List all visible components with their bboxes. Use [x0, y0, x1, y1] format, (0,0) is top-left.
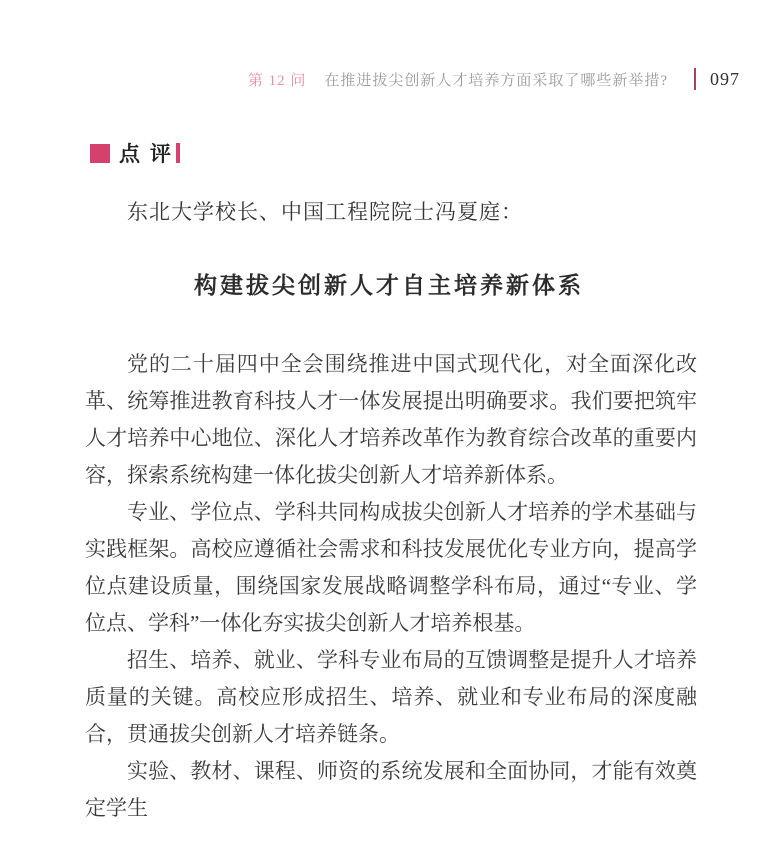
page-header: [0, 66, 740, 92]
question-number: 第 12 问: [247, 72, 307, 89]
section-marker: [90, 138, 180, 168]
article-title: 构建拔尖创新人才自主培养新体系: [194, 273, 584, 298]
question-title: 在推进拔尖创新人才培养方面采取了哪些新举措?: [324, 72, 668, 89]
section-label: 点 评: [119, 143, 173, 166]
header-divider: [694, 68, 696, 90]
section-square-icon: [90, 144, 110, 163]
attribution-line: 东北大学校长、中国工程院院士冯夏庭：: [127, 200, 523, 224]
body-paragraph: 专业、学位点、学科共同构成拔尖创新人才培养的学术基础与实践框架。高校应遵循社会需求和科技发展优化专业方向，提高学位点建设质量，围绕国家发展战略调整学科布局，通过“专业、学位点、学科”一体化夯实拔尖创新人才培养根基。: [85, 500, 697, 635]
page-number: 097: [710, 68, 740, 89]
article-body: [85, 346, 697, 827]
body-paragraph: 招生、培养、就业、学科专业布局的互馈调整是提升人才培养质量的关键。高校应形成招生、培养、就业和专业布局的深度融合，贯通拔尖创新人才培养链条。: [85, 648, 697, 746]
body-paragraph: 实验、教材、课程、师资的系统发展和全面协同，才能有效奠定学生: [85, 759, 697, 820]
section-bar-icon: [176, 143, 180, 163]
body-paragraph: 党的二十届四中全会围绕推进中国式现代化，对全面深化改革、统筹推进教育科技人才一体发展提出明确要求。我们要把筑牢人才培养中心地位、深化人才培养改革作为教育综合改革的重要内容，探索系统构建一体化拔尖创新人才培养新体系。: [85, 352, 697, 487]
